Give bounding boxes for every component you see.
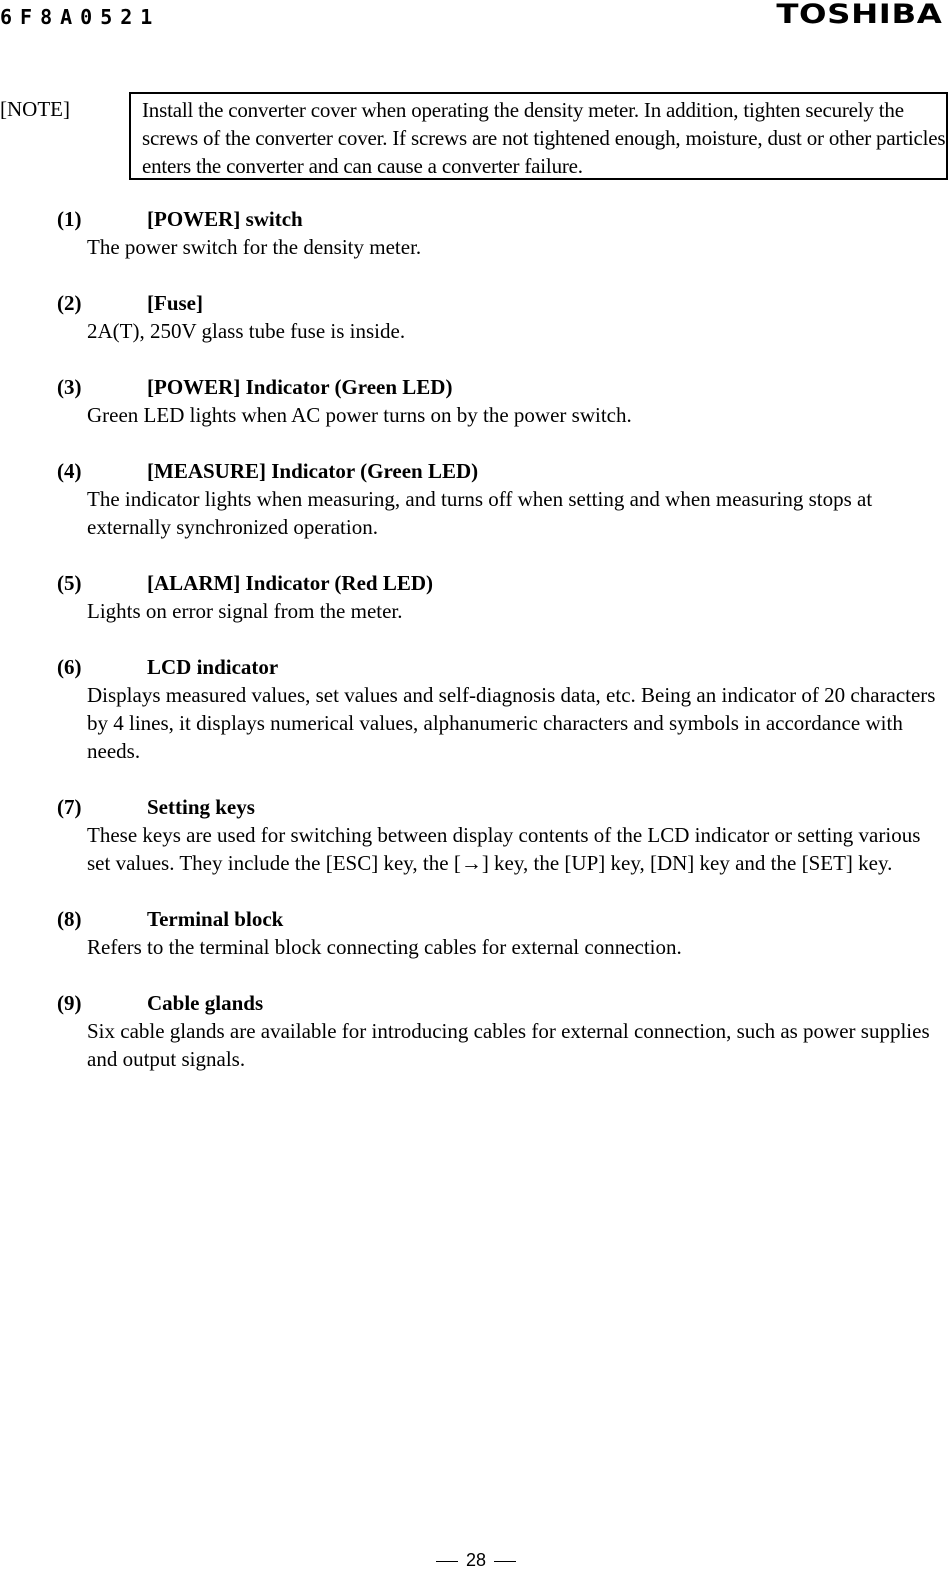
item-description: These keys are used for switching between display contents of the LCD indicator or setting various set values. They include the [ESC] key, the [→] key, the [UP] key, [DN] key and the [SET] key. (87, 823, 921, 875)
item-number: (2) (57, 291, 82, 315)
item-number: (4) (57, 459, 82, 483)
item-heading (57, 653, 947, 681)
list-item-alarm-indicator (57, 569, 947, 625)
item-number: (7) (57, 795, 82, 819)
item-title: [POWER] switch (147, 207, 303, 231)
item-number: (6) (57, 655, 82, 679)
list-item-lcd-indicator (57, 653, 947, 765)
note-text: Install the converter cover when operating the density meter. In addition, tighten securely the screws of the converter cover. If screws are not tightened enough, moisture, dust or other particles enters the converter and can cause a converter failure. (142, 98, 946, 178)
item-description: 2A(T), 250V glass tube fuse is inside. (87, 319, 406, 343)
item-heading (57, 905, 947, 933)
list-item-measure-indicator (57, 457, 947, 541)
item-heading (57, 569, 947, 597)
item-title: [POWER] Indicator (Green LED) (147, 375, 453, 399)
item-title: [ALARM] Indicator (Red LED) (147, 571, 434, 595)
item-heading (57, 373, 947, 401)
page-footer (0, 1548, 952, 1572)
list-item-terminal-block (57, 905, 947, 961)
note-label: [NOTE] (0, 97, 70, 121)
item-description: The indicator lights when measuring, and turns off when setting and when measuring stops at externally synchronized operation. (87, 487, 873, 539)
item-heading (57, 289, 947, 317)
item-description: The power switch for the density meter. (87, 235, 422, 259)
item-heading (57, 793, 947, 821)
list-item-power-switch (57, 205, 947, 261)
item-number: (1) (57, 207, 82, 231)
item-list (57, 205, 947, 1101)
item-heading (57, 205, 947, 233)
list-item-fuse (57, 289, 947, 345)
item-title: Setting keys (147, 795, 255, 819)
item-number: (3) (57, 375, 82, 399)
item-heading (57, 457, 947, 485)
page-number: 28 (465, 1550, 487, 1570)
item-title: Terminal block (147, 907, 284, 931)
item-number: (9) (57, 991, 82, 1015)
item-description: Refers to the terminal block connecting cables for external connection. (87, 935, 682, 959)
document-code: 6F8A0521 (0, 5, 161, 29)
list-item-power-indicator (57, 373, 947, 429)
list-item-setting-keys (57, 793, 947, 877)
list-item-cable-glands (57, 989, 947, 1073)
item-description: Green LED lights when AC power turns on by the power switch. (87, 403, 632, 427)
item-heading (57, 989, 947, 1017)
note-box (129, 92, 948, 180)
item-description: Six cable glands are available for introducing cables for external connection, such as power supplies and output signals. (87, 1019, 930, 1071)
item-description: Lights on error signal from the meter. (87, 599, 403, 623)
footer-dash-left (436, 1561, 458, 1562)
footer-dash-right (494, 1561, 516, 1562)
toshiba-logo: TOSHIBA (775, 0, 942, 30)
item-description: Displays measured values, set values and self-diagnosis data, etc. Being an indicator of 20 characters by 4 lines, it displays numerical values, alphanumeric characters and symbols in accordance with needs. (87, 683, 936, 763)
item-number: (8) (57, 907, 82, 931)
item-title: [MEASURE] Indicator (Green LED) (147, 459, 479, 483)
item-title: LCD indicator (147, 655, 279, 679)
item-title: Cable glands (147, 991, 264, 1015)
item-number: (5) (57, 571, 82, 595)
item-title: [Fuse] (147, 291, 203, 315)
